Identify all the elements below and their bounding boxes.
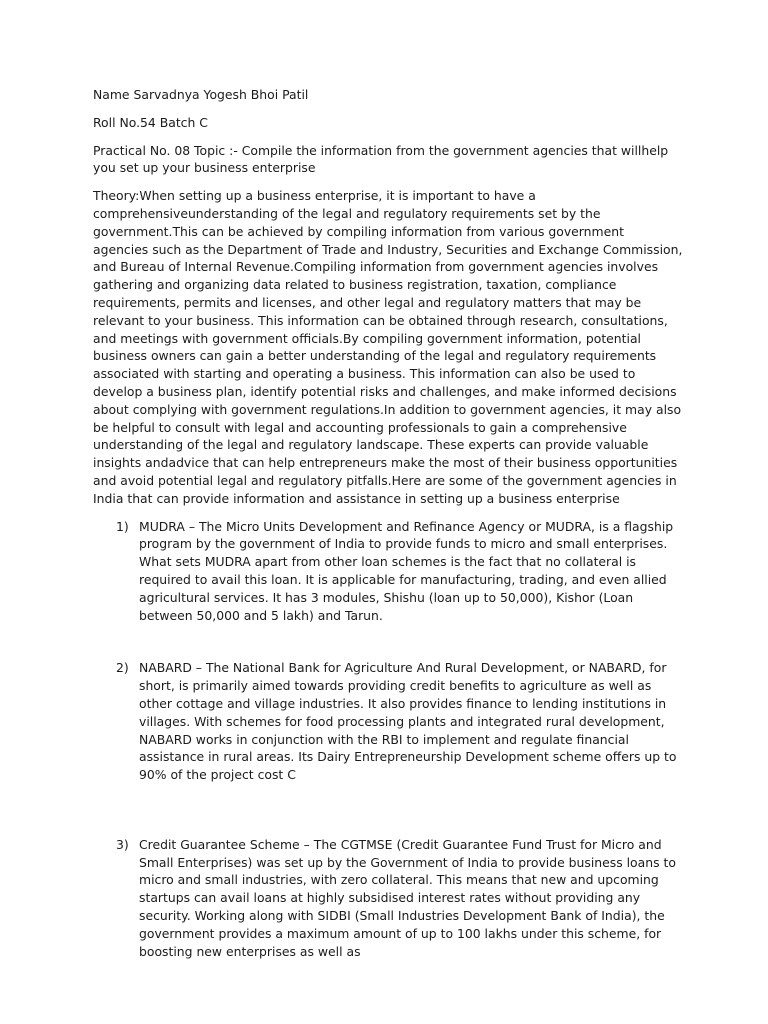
- list-item-mudra: [93, 518, 683, 625]
- document-body: [93, 86, 683, 960]
- theory-paragraph: Theory:When setting up a business enterprise, it is important to have a comprehensiveunderstanding of the legal and regulatory requirements set by the government.This can be achieved by compiling information from various government agencies such as the Department of Trade and Industry, Securities and Exchange Commission, and Bureau of Internal Revenue.Compiling information from government agencies involves gathering and organizing data related to business registration, taxation, compliance requirements, permits and licenses, and other legal and regulatory matters that may be relevant to your business. This information can be obtained through research, consultations, and meetings with government officials.By compiling government information, potential business owners can gain a better understanding of the legal and regulatory requirements associated with starting and operating a business. This information can also be used to develop a business plan, identify potential risks and challenges, and make informed decisions about complying with government regulations.In addition to government agencies, it may also be helpful to consult with legal and accounting professionals to gain a comprehensive understanding of the legal and regulatory landscape. These experts can provide valuable insights andadvice that can help entrepreneurs make the most of their business opportunities and avoid potential legal and regulatory pitfalls.Here are some of the government agencies in India that can provide information and assistance in setting up a business enterprise: [93, 188, 683, 506]
- student-name: Name Sarvadnya Yogesh Bhoi Patil: [93, 87, 309, 102]
- list-item-cgtmse: [93, 836, 683, 961]
- list-number: 1): [116, 518, 129, 534]
- roll-number: Roll No.54 Batch C: [93, 114, 208, 130]
- list-number: 3): [116, 836, 129, 852]
- practical-topic: Practical No. 08 Topic :- Compile the information from the government agencies that willhelp you set up your business enterprise: [93, 142, 669, 176]
- list-item-nabard: [93, 659, 683, 784]
- list-item-text: NABARD – The National Bank for Agriculture And Rural Development, or NABARD, for short, is primarily aimed towards providing credit benefits to agriculture as well as other cottage and village industries. It also provides finance to lending institutions in villages. With schemes for food processing plants and integrated rural development, NABARD works in conjunction with the RBI to implement and regulate financial assistance in rural areas. Its Dairy Entrepreneurship Development scheme offers up to 90% of the project cost C: [139, 660, 677, 783]
- list-item-text: MUDRA – The Micro Units Development and Refinance Agency or MUDRA, is a flagship program by the government of India to provide funds to micro and small enterprises. What sets MUDRA apart from other loan schemes is the fact that no collateral is required to avail this loan. It is applicable for manufacturing, trading, and even allied agricultural services. It has 3 modules, Shishu (loan up to 50,000), Kishor (Loan between 50,000 and 5 lakh) and Tarun.: [139, 518, 674, 623]
- list-item-text: Credit Guarantee Scheme – The CGTMSE (Credit Guarantee Fund Trust for Micro and Small Enterprises) was set up by the Government of India to provide business loans to micro and small industries, with zero collateral. This means that new and upcoming startups can avail loans at highly subsidised interest rates without providing any security. Working along with SIDBI (Small Industries Development Bank of India), the government provides a maximum amount of up to 100 lakhs under this scheme, for boosting new enterprises as well as: [139, 836, 676, 959]
- list-number: 2): [116, 660, 129, 676]
- agency-list: [93, 518, 683, 961]
